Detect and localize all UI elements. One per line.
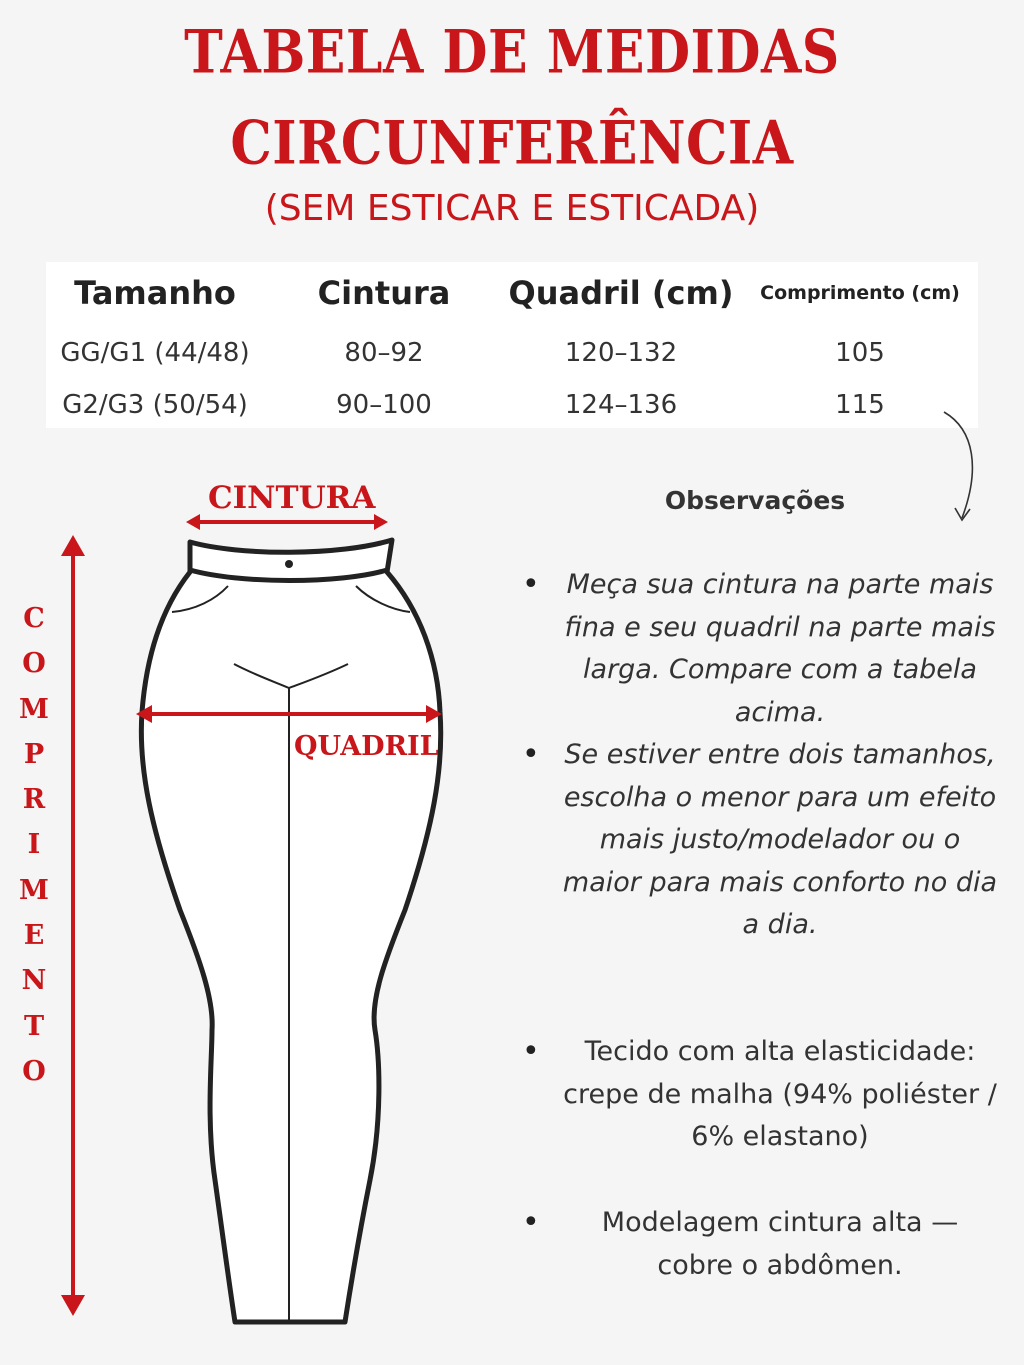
page-title-line1: TABELA DE MEDIDAS (184, 17, 840, 88)
length-letter: O (22, 648, 46, 680)
table-cell: GG/G1 (44/48) (60, 338, 250, 368)
bullet-icon: • (522, 1205, 540, 1240)
length-letter: C (23, 603, 45, 634)
table-header-size: Tamanho (74, 274, 236, 312)
table-cell: 120–132 (564, 338, 678, 368)
table-header-waist: Cintura (317, 274, 451, 312)
length-letter: R (22, 784, 46, 816)
length-letter: N (21, 965, 47, 997)
button-icon (285, 560, 293, 568)
page-title-line2: CIRCUNFERÊNCIA (230, 108, 794, 179)
length-letter: I (27, 829, 41, 861)
length-letter: P (23, 738, 45, 770)
length-arrow (61, 535, 85, 1316)
pants-outline (141, 540, 440, 1322)
length-letter: M (19, 874, 49, 906)
note-item: Tecido com alta elasticidade: crepe de malha (94% poliéster / 6% elastano) (563, 1036, 997, 1152)
note-item: Se estiver entre dois tamanhos, escolha o menor para um efeito mais justo/modelador ou o maior para mais conforto no dia a dia. (562, 739, 998, 940)
table-header-length: Comprimento (cm) (760, 282, 960, 304)
waist-label: CINTURA (208, 480, 376, 516)
length-letter: E (23, 920, 45, 952)
length-letter: M (19, 693, 49, 725)
table-cell: 115 (835, 390, 885, 420)
bullet-icon: • (522, 1034, 540, 1069)
table-header-hip: Quadril (cm) (508, 274, 734, 312)
table-cell: 105 (835, 338, 885, 368)
bullet-icon: • (522, 737, 540, 772)
hip-label: QUADRIL (294, 731, 439, 762)
note-item: Meça sua cintura na parte mais fina e seu quadril na parte mais larga. Compare com a tabela acima. (564, 569, 996, 728)
notes-title: Observações (664, 486, 846, 515)
table-cell: 80–92 (344, 338, 424, 368)
note-item: Modelagem cintura alta — cobre o abdômen. (601, 1207, 959, 1281)
table-cell: G2/G3 (50/54) (62, 390, 248, 420)
length-letter: T (23, 1010, 45, 1042)
bullet-icon: • (522, 567, 540, 602)
length-letter: O (22, 1055, 46, 1087)
waist-arrow (186, 514, 388, 530)
page-subtitle: (SEM ESTICAR E ESTICADA) (264, 188, 760, 229)
table-cell: 124–136 (564, 390, 678, 420)
table-cell: 90–100 (336, 390, 432, 420)
length-vertical-label (14, 596, 54, 1094)
